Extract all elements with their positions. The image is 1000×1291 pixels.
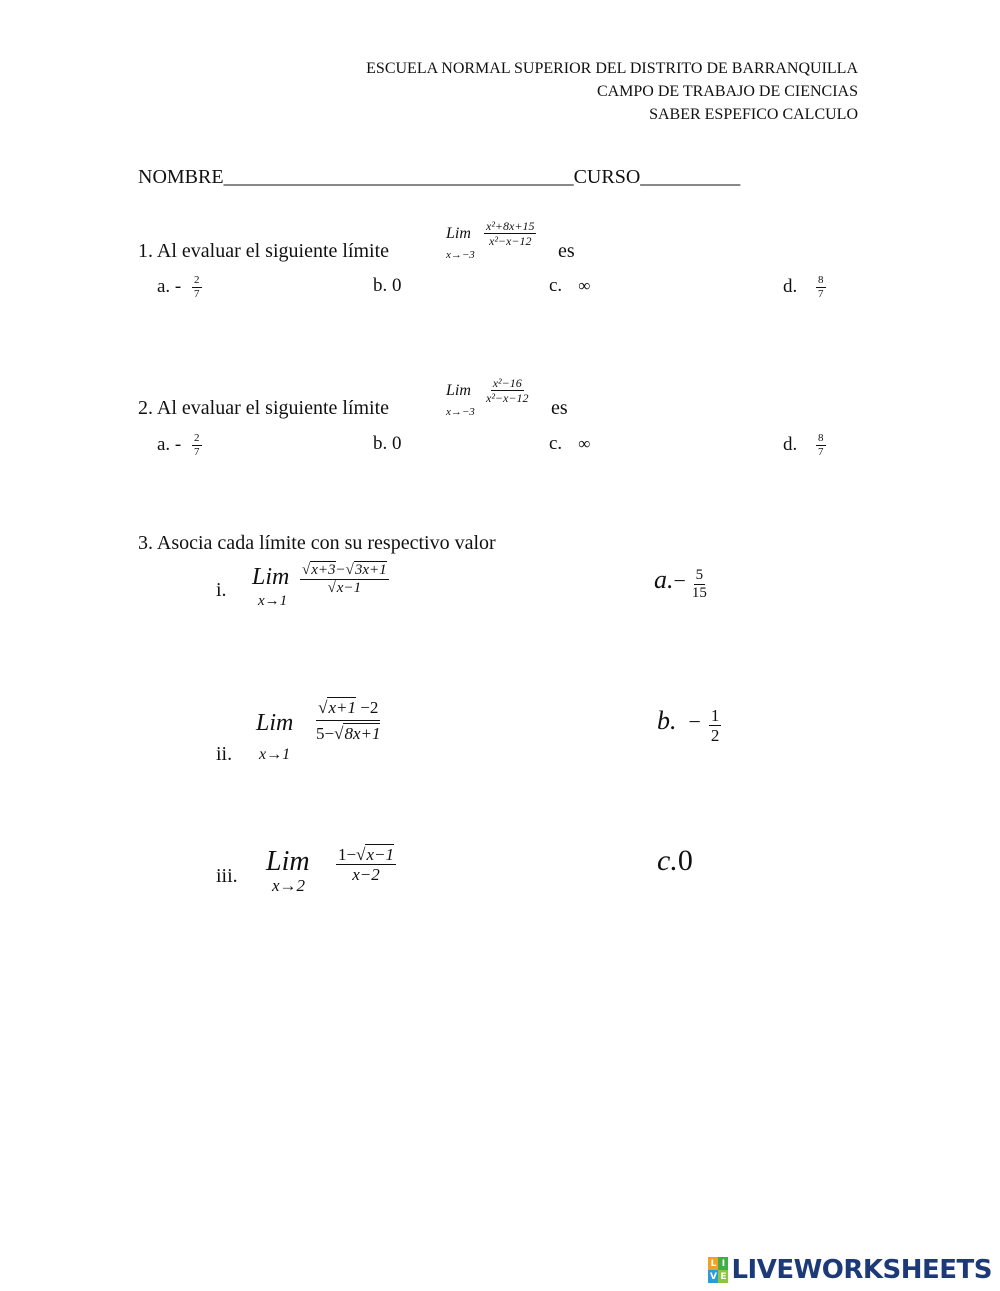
curso-label: CURSO [573, 166, 641, 188]
q3-i-den-root: x−1 [336, 580, 362, 596]
q2-option-b[interactable]: b. 0 [373, 433, 402, 454]
q3-i-lim: Lim [252, 564, 290, 590]
q3-ii-sub [259, 746, 290, 764]
q2-a-num: 2 [194, 432, 200, 444]
q2-option-a-label: a. - [157, 433, 182, 455]
logo-letter-e: E [720, 1271, 727, 1282]
logo-letter-i: I [718, 1257, 728, 1270]
q2-option-d[interactable] [783, 433, 826, 458]
logo-text: LIVEWORKSHEETS [731, 1255, 992, 1285]
answer-b[interactable] [657, 706, 721, 744]
q3-iii-sub: x→2 [272, 876, 306, 895]
q2-option-c[interactable] [549, 433, 590, 455]
q3-i-num-minus: − [335, 562, 346, 578]
q1-expression [484, 220, 536, 247]
q1-option-b[interactable]: b. 0 [373, 275, 402, 296]
answer-c-label: c. [657, 844, 678, 877]
q2-numerator: x²−16 [492, 376, 522, 390]
q3-i-num-root-b: 3x+1 [354, 562, 387, 578]
q1-lim-sub: x→−3 [446, 249, 475, 261]
q1-option-a-label: a. - [157, 275, 182, 297]
q3-iii-num-head: 1− [338, 845, 357, 864]
answer-a[interactable] [654, 565, 709, 601]
answer-a-den: 15 [691, 584, 707, 601]
q2-option-a[interactable] [157, 433, 202, 458]
q2-d-num: 8 [818, 432, 824, 444]
answer-b-num: 1 [710, 705, 720, 725]
q3-iii-den: x−2 [352, 865, 380, 884]
nombre-label: NOMBRE [138, 166, 224, 188]
q2-d-den: 7 [818, 446, 824, 458]
name-course-line [138, 166, 740, 189]
q3-ii-label: ii. [216, 743, 233, 765]
answer-b-label: b. [657, 706, 677, 735]
q2-denominator: x²−x−12 [486, 391, 529, 405]
logo-mark [708, 1257, 728, 1283]
q1-option-c-label: c. [549, 275, 563, 296]
q3-ii-num-root: x+1 [328, 698, 356, 717]
q3-iii-num-root: x−1 [366, 845, 394, 864]
answer-a-num: 5 [695, 566, 704, 583]
q2-expression [484, 377, 530, 404]
q2-option-c-label: c. [549, 433, 563, 454]
answer-b-sign: − [688, 709, 701, 734]
subject-name: SABER ESPEFICO CALCULO [649, 106, 858, 123]
q1-prompt: 1. Al evaluar el siguiente límite [138, 240, 390, 262]
q1-denominator: x²−x−12 [489, 234, 532, 248]
q1-numerator: x²+8x+15 [486, 219, 535, 233]
q3-prompt: 3. Asocia cada límite con su respectivo valor [138, 532, 496, 554]
answer-c[interactable] [657, 844, 693, 878]
q3-iii-expression: $\frac{1-√x-1}{x-2}$ [338, 845, 394, 884]
q2-option-c-value: ∞ [578, 434, 591, 453]
q3-ii-den-root: 8x+1 [344, 724, 381, 743]
school-name: ESCUELA NORMAL SUPERIOR DEL DISTRITO DE BARRANQUILLA [366, 60, 858, 77]
q3-iii-label: iii. [216, 865, 238, 887]
q3-i-sub: x→1 [258, 593, 288, 609]
q2-lim: Lim [446, 382, 471, 399]
q3-ii-lim: Lim [256, 710, 294, 736]
q1-d-num: 8 [818, 274, 824, 286]
nombre-blank[interactable]: ___________________________________ [223, 166, 574, 188]
q1-option-c[interactable] [549, 275, 590, 297]
q3-i-expression: $\frac{√x+3-√3x+1}{√x-1}$ [302, 562, 387, 596]
q3-ii-expression: $\frac{√x+1 -2}{5-√8x+1}$ [316, 698, 381, 743]
q2-lim-sub: x→−3 [446, 406, 475, 418]
q3-i-label: i. [216, 579, 227, 601]
answer-a-label: a. [654, 565, 674, 594]
q3-ii-num-tail: −2 [356, 698, 379, 717]
q1-a-num: 2 [194, 274, 200, 286]
q2-tail: es [551, 397, 568, 419]
q1-option-a[interactable] [157, 275, 202, 300]
curso-blank[interactable]: __________ [640, 166, 741, 188]
q2-option-d-label: d. [783, 433, 798, 455]
q3-i-num-root-a: x+3 [311, 562, 336, 578]
q2-a-den: 7 [194, 446, 200, 458]
q1-option-d[interactable] [783, 275, 826, 300]
q1-tail: es [558, 240, 575, 262]
logo-letter-l: L [708, 1257, 718, 1270]
q3-iii-lim: Lim [266, 846, 310, 877]
q1-d-den: 7 [818, 288, 824, 300]
q2-prompt: 2. Al evaluar el siguiente límite [138, 397, 390, 419]
liveworksheets-logo [708, 1255, 992, 1285]
q3-ii-den-head: 5− [316, 724, 335, 743]
q1-option-c-value: ∞ [578, 276, 591, 295]
q1-a-den: 7 [194, 288, 200, 300]
answer-b-den: 2 [710, 725, 720, 745]
answer-c-value: 0 [677, 844, 693, 877]
department-name: CAMPO DE TRABAJO DE CIENCIAS [596, 83, 858, 100]
answer-a-sign: − [673, 568, 686, 593]
q1-lim: Lim [446, 225, 471, 242]
q3-ii-sub-text: x→1 [259, 746, 291, 763]
logo-letter-v: V [709, 1271, 717, 1282]
q1-option-d-label: d. [783, 275, 798, 297]
